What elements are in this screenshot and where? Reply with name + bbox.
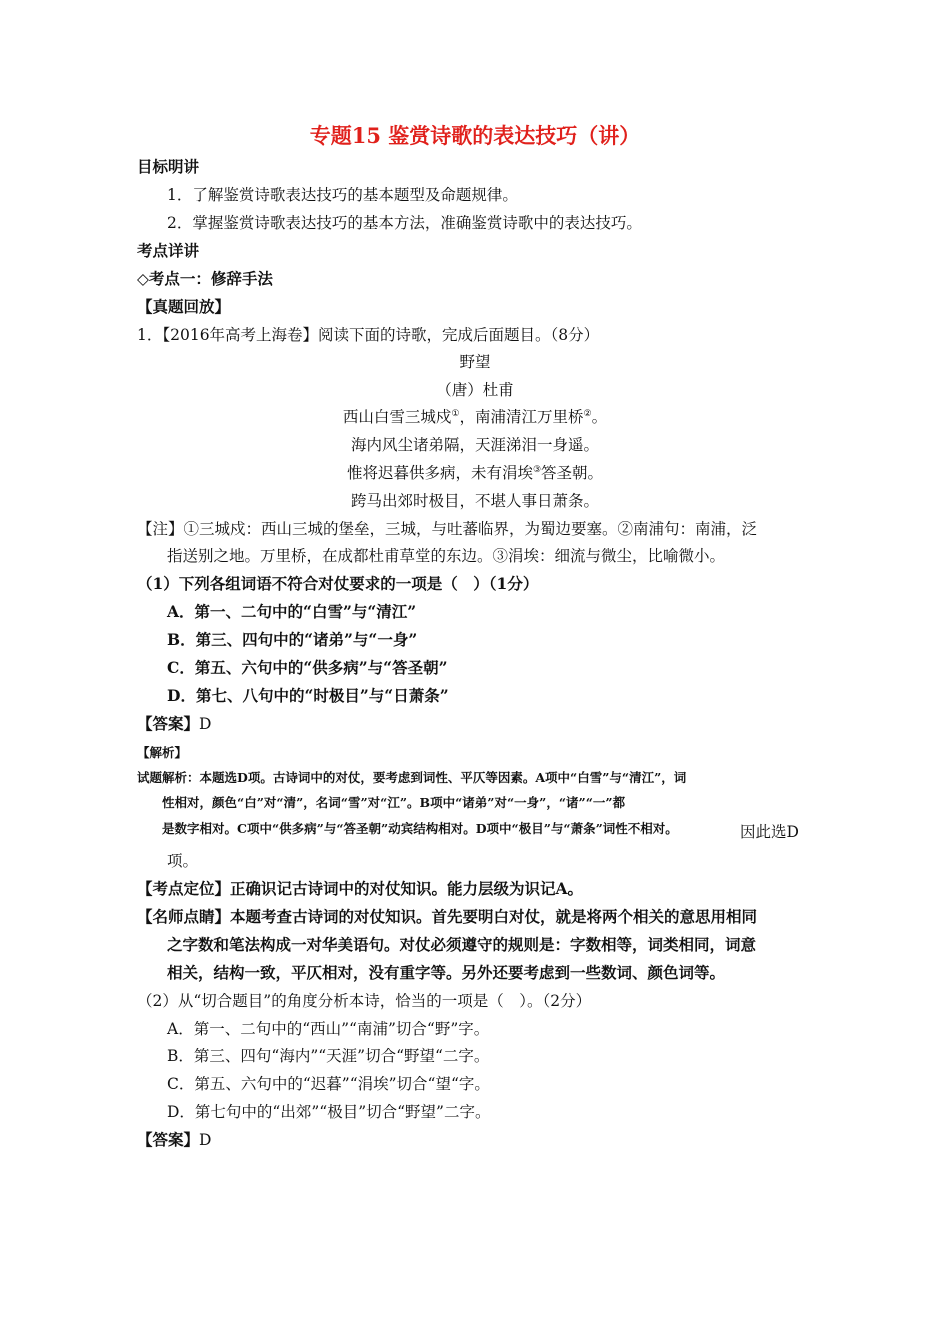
poem-author: （唐）杜甫 [436, 381, 514, 399]
page-title: 专题15 鉴赏诗歌的表达技巧（讲） [309, 123, 641, 148]
analysis-line-1: 试题解析：本题选D项。古诗词中的对仗，要考虑到词性、平仄等因素。A项中“白雪”与“清江”，词 [137, 770, 687, 785]
poem-title: 野望 [459, 353, 491, 371]
question-intro: 1．【2016年高考上海卷】阅读下面的诗歌，完成后面题目。（8分） [137, 326, 600, 344]
q1-option-c: C．第五、六句中的“供多病”与“答圣朝” [167, 658, 448, 677]
subquestion-2: （2）从“切合题目”的角度分析本诗，恰当的一项是（ ）。（2分） [137, 992, 592, 1010]
q1-answer: 【答案】D [137, 714, 212, 733]
analysis-line-2: 性相对，颜色“白”对“清”，名词“雪”对“江”。B项中“诸弟”对“一身”，“诸”“一”都 [162, 795, 626, 810]
analysis-line-3: 是数字相对。C项中“供多病”与“答圣朝”动宾结构相对。D项中“极目”与“萧条”词性不相对。 [162, 821, 678, 836]
notes-line-2: 指送别之地。万里桥，在成都杜甫草堂的东边。③涓埃：细流与微尘，比喻微小。 [167, 547, 726, 565]
section-heading-objectives: 目标明讲 [137, 157, 200, 176]
poem-line-3: 惟将迟暮供多病，未有涓埃③答圣朝。 [346, 464, 604, 482]
point-heading-1: ◇考点一：修辞手法 [137, 269, 273, 288]
q1-option-d: D．第七、八句中的“时极目”与“日萧条” [167, 686, 449, 705]
objective-item-1: 1．了解鉴赏诗歌表达技巧的基本题型及命题规律。 [167, 186, 518, 204]
analysis-line-4: 项。 [167, 852, 199, 870]
objective-item-2: 2．掌握鉴赏诗歌表达技巧的基本方法，准确鉴赏诗歌中的表达技巧。 [167, 214, 642, 232]
teacher-tip-line-3: 相关，结构一致，平仄相对，没有重字等。另外还要考虑到一些数词、颜色词等。 [167, 963, 726, 982]
q2-option-d: D．第七句中的“出郊”“极目”切合“野望”二字。 [167, 1103, 491, 1121]
q1-option-a: A．第一、二句中的“白雪”与“清江” [167, 602, 417, 621]
kp-location: 【考点定位】正确识记古诗词中的对仗知识。能力层级为识记A。 [137, 879, 584, 898]
q2-answer: 【答案】D [137, 1130, 212, 1149]
q2-option-b: B．第三、四句“海内”“天涯”切合“野望“二字。 [167, 1047, 490, 1065]
subquestion-1: （1）下列各组词语不符合对仗要求的一项是（ ）（1分） [137, 574, 539, 593]
poem-line-1: 西山白雪三城戍①，南浦清江万里桥②。 [342, 408, 608, 426]
q1-option-b: B．第三、四句中的“诸弟”与“一身” [167, 630, 418, 649]
q2-option-c: C．第五、六句中的“迟暮”“涓埃”切合“望“字。 [167, 1075, 490, 1093]
notes-line-1: 【注】①三城戍：西山三城的堡垒，三城，与吐蕃临界，为蜀边要塞。②南浦句：南浦，泛 [137, 520, 758, 538]
q2-option-a: A．第一、二句中的“西山”“南浦”切合“野”字。 [167, 1020, 490, 1038]
real-question-label: 【真题回放】 [137, 297, 231, 316]
teacher-tip-line-2: 之字数和笔法构成一对华美语句。对仗必须遵守的规则是：字数相等，词类相同，词意 [167, 935, 757, 954]
teacher-tip-line-1: 【名师点睛】本题考查古诗词的对仗知识。首先要明白对仗，就是将两个相关的意思用相同 [137, 907, 758, 926]
analysis-line-3-tail: 因此选D [740, 823, 799, 841]
poem-line-2: 海内风尘诸弟隔，天涯涕泪一身遥。 [350, 436, 599, 454]
section-heading-points: 考点详讲 [137, 241, 200, 260]
analysis-label: 【解析】 [137, 745, 188, 760]
poem-line-4: 跨马出郊时极目，不堪人事日萧条。 [350, 492, 599, 510]
